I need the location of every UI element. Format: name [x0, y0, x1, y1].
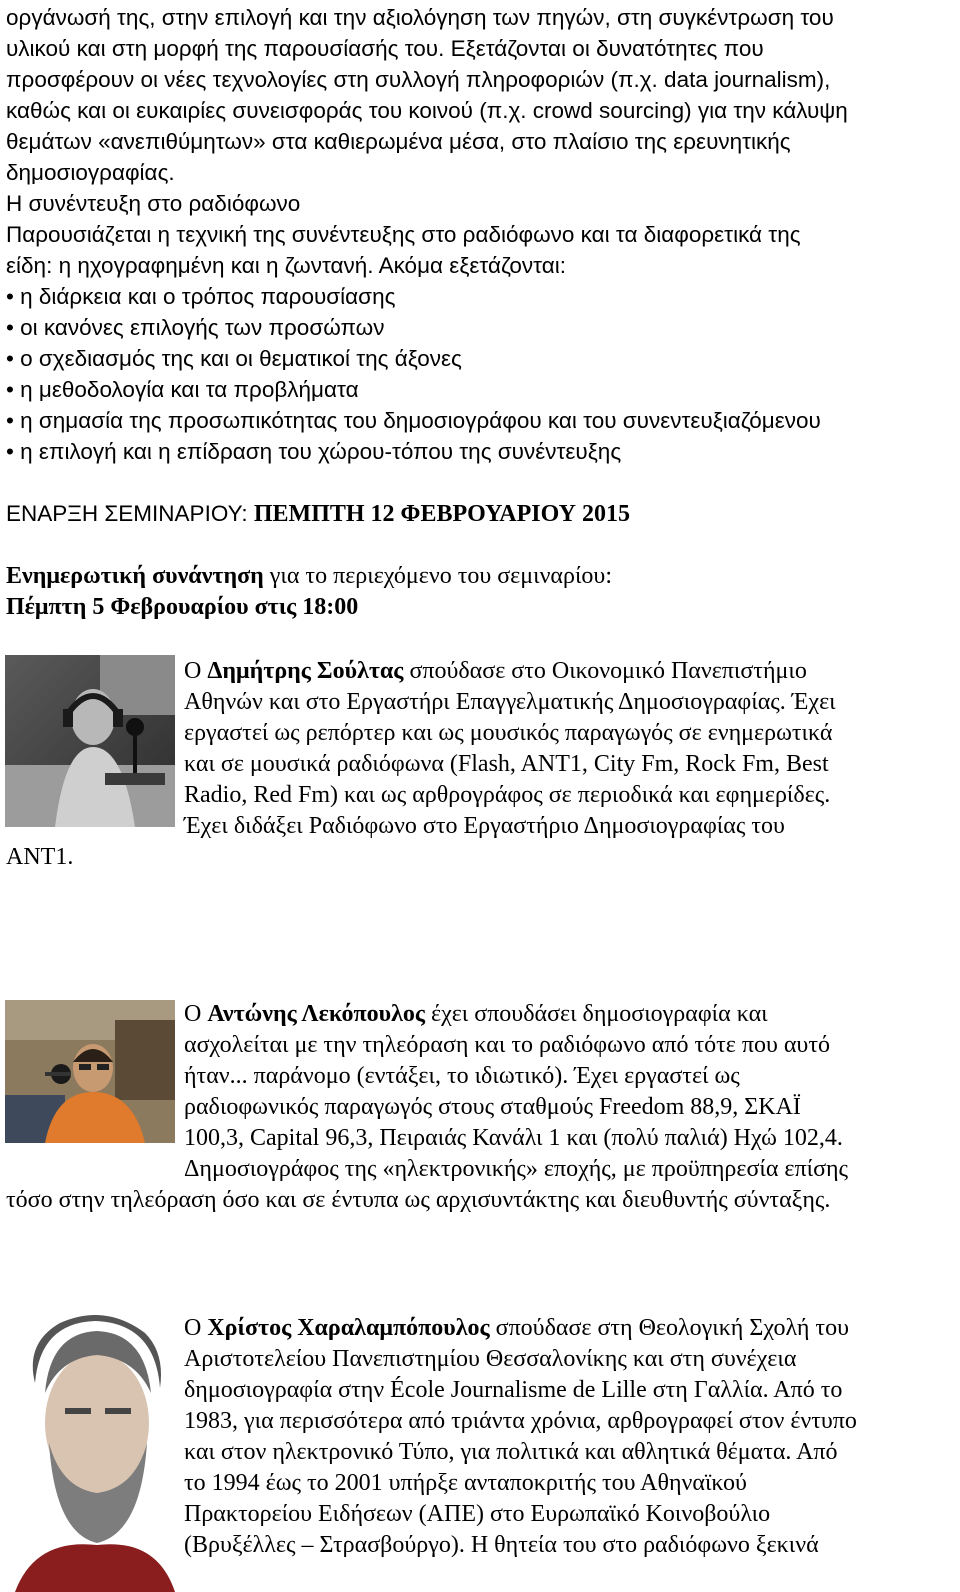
bio-tail: ΑΝΤ1.	[6, 844, 74, 870]
bio-line: Πρακτορείου Ειδήσεων (ΑΠΕ) στο Ευρωπαϊκό Κοινοβούλιο	[184, 1501, 771, 1527]
intro-line: καθώς και οι ευκαιρίες συνεισφοράς του κοινού (π.χ. crowd sourcing) για την κάλυψη	[6, 98, 848, 123]
bio-line: Δημοσιογράφος της «ηλεκτρονικής» εποχής, με προϋπηρεσία επίσης	[184, 1156, 849, 1182]
bullet-item: • οι κανόνες επιλογής των προσώπων	[6, 315, 385, 340]
intro-line: θεμάτων «ανεπιθύμητων» στα καθιερωμένα μέσα, στο πλαίσιο της ερευνητικής	[6, 129, 791, 154]
intro-line: οργάνωσή της, στην επιλογή και την αξιολόγηση των πηγών, στη συγκέντρωση του	[6, 5, 834, 30]
seminar-start-label: ΕΝΑΡΞΗ ΣΕΜΙΝΑΡΙΟΥ:	[6, 501, 254, 526]
bio-line: και σε μουσικά ραδιόφωνα (Flash, ANT1, City Fm, Rock Fm, Best	[184, 751, 829, 777]
bullet-item: • η επιλογή και η επίδραση του χώρου-τόπου της συνέντευξης	[6, 439, 622, 464]
bio-line: και στον ηλεκτρονικό Τύπο, για πολιτικά και αθλητικά θέματα. Από	[184, 1439, 838, 1465]
bio-line: ραδιοφωνικός παραγωγός στους σταθμούς Freedom 88,9, ΣΚΑΪ	[184, 1094, 801, 1120]
bio-line: το 1994 έως το 2001 υπήρξε ανταποκριτής του Αθηναϊκού	[184, 1470, 747, 1496]
interview-line: είδη: η ηχογραφημένη και η ζωντανή. Ακόμα εξετάζονται:	[6, 253, 567, 278]
intro-line: δημοσιογραφίας.	[6, 160, 175, 185]
bullet-item: • η σημασία της προσωπικότητας του δημοσιογράφου και του συνεντευξιαζόμενου	[6, 408, 821, 433]
briefing-date: Πέμπτη 5 Φεβρουαρίου στις 18:00	[6, 594, 359, 620]
bio-name: Χρίστος Χαραλαμπόπουλος	[207, 1315, 490, 1341]
bio-line: εργαστεί ως ρεπόρτερ και ως μουσικός παραγωγός σε ενημερωτικά	[184, 720, 833, 746]
interview-line: Παρουσιάζεται η τεχνική της συνέντευξης στο ραδιόφωνο και τα διαφορετικά της	[6, 222, 801, 247]
bio-line: Αθηνών και στο Εργαστήρι Επαγγελματικής Δημοσιογραφίας. Έχει	[184, 689, 836, 715]
bio-line: (Βρυξέλλες – Στρασβούργο). Η θητεία του στο ραδιόφωνο ξεκινά	[184, 1532, 819, 1558]
bio-line: ήταν... παράνομο (εντάξει, το ιδιωτικό). Έχει εργαστεί ως	[184, 1063, 740, 1089]
photo-image	[5, 1313, 175, 1592]
intro-line: προσφέρουν οι νέες τεχνολογίες στη συλλογή πληροφοριών (π.χ. data journalism),	[6, 67, 831, 92]
bio-line: Radio, Red Fm) και ως αρθρογράφος σε περιοδικά και εφημερίδες.	[184, 782, 831, 808]
bio-first-line: Ο Χρίστος Χαραλαμπόπουλος σπούδασε στη Θεολογική Σχολή του	[184, 1315, 849, 1341]
portrait-photo-headphones	[5, 655, 175, 827]
portrait-photo-bearded-man	[5, 1313, 175, 1592]
bio-line: Έχει διδάξει Ραδιόφωνο στο Εργαστήριο Δημοσιογραφίας του	[184, 813, 785, 839]
portrait-photo-microphone	[5, 1000, 175, 1143]
bio-line: δημοσιογραφία στην École Journalisme de Lille στη Γαλλία. Από το	[184, 1377, 843, 1403]
bio-line: ασχολείται με την τηλεόραση και το ραδιόφωνο από τότε που αυτό	[184, 1032, 830, 1058]
bio-line: Αριστοτελείου Πανεπιστημίου Θεσσαλονίκης και στη συνέχεια	[184, 1346, 797, 1372]
briefing-label: Ενημερωτική συνάντηση	[6, 563, 264, 589]
bullet-item: • ο σχεδιασμός της και οι θεματικοί της άξονες	[6, 346, 462, 371]
section-heading: Η συνέντευξη στο ραδιόφωνο	[6, 191, 301, 216]
briefing-line	[6, 561, 612, 592]
intro-line: υλικού και στη μορφή της παρουσίασής του. Εξετάζονται οι δυνατότητες που	[6, 36, 764, 61]
bio-line: 1983, για περισσότερα από τριάντα χρόνια, αρθρογραφεί στον έντυπο	[184, 1408, 857, 1434]
bio-name: Δημήτρης Σούλτας	[207, 658, 404, 684]
bio-name: Αντώνης Λεκόπουλος	[207, 1001, 425, 1027]
bullet-item: • η διάρκεια και ο τρόπος παρουσίασης	[6, 284, 396, 309]
seminar-start	[6, 498, 630, 530]
photo-image	[5, 1000, 175, 1143]
seminar-start-date: ΠΕΜΠΤΗ 12 ΦΕΒΡΟΥΑΡΙΟΥ 2015	[253, 501, 630, 527]
bullet-item: • η μεθοδολογία και τα προβλήματα	[6, 377, 359, 402]
photo-image	[5, 655, 175, 827]
bio-line: 100,3, Capital 96,3, Πειραιάς Κανάλι 1 και (πολύ παλιά) Ηχώ 102,4.	[184, 1125, 843, 1151]
bio-tail: τόσο στην τηλεόραση όσο και σε έντυπα ως αρχισυντάκτης και διευθυντής σύνταξης.	[6, 1187, 831, 1213]
bio-first-line: Ο Δημήτρης Σούλτας σπούδασε στο Οικονομικό Πανεπιστήμιο	[184, 658, 807, 684]
briefing-label-rest: για το περιεχόμενο του σεμιναρίου:	[263, 563, 612, 589]
bio-first-line: Ο Αντώνης Λεκόπουλος έχει σπουδάσει δημοσιογραφία και	[184, 1001, 768, 1027]
